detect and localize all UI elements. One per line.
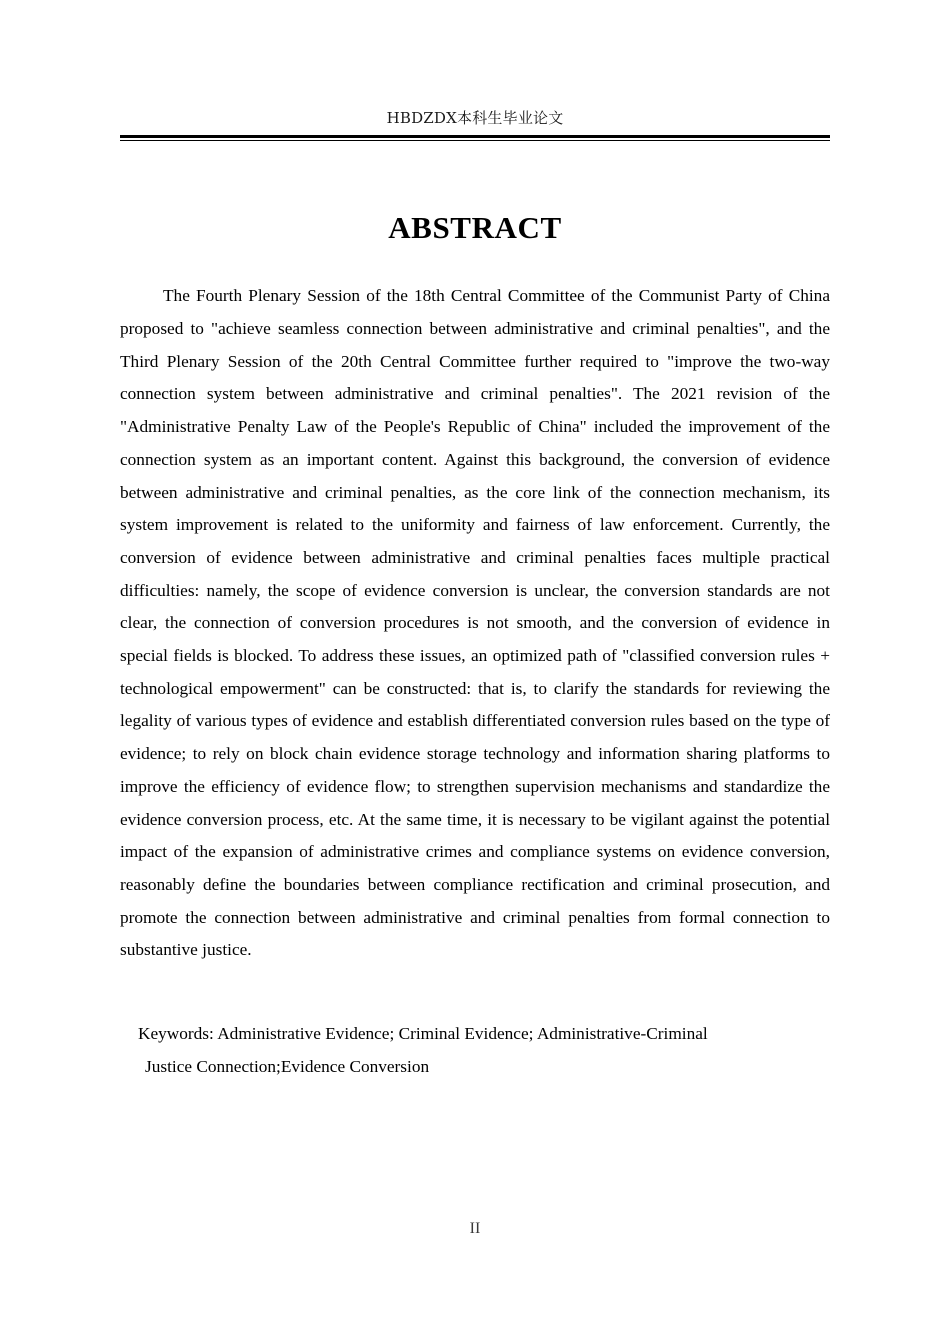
page-title: ABSTRACT <box>388 209 562 245</box>
page-number-footer: II <box>469 1220 481 1237</box>
abstract-paragraph: The Fourth Plenary Session of the 18th Central Committee of the Communist Party of China proposed to "achieve seamless connection between administrative and criminal penalties", and the Third Plenary Session of the 20th Central Committee further required to "improve the two-way connection system between administrative and criminal penalties". The 2021 revision of the "Administrative Penalty Law of the People's Republic of China" included the improvement of the connection system as an important content. Against this background, the conversion of evidence between administrative and criminal penalties, as the core link of the connection mechanism, its system improvement is related to the uniformity and fairness of law enforcement. Currently, the conversion of evidence between administrative and criminal penalties faces multiple practical difficulties: namely, the scope of evidence conversion is unclear, the conversion standards are not clear, the connection of conversion procedures is not smooth, and the conversion of evidence in special fields is blocked. To address these issues, an optimized path of "classified conversion rules + technological empowerment" can be constructed: that is, to clarify the standards for reviewing the legality of various types of evidence and establish differentiated conversion rules based on the type of evidence; to rely on block chain evidence storage technology and information sharing platforms to improve the efficiency of evidence flow; to strengthen supervision mechanisms and standardize the evidence conversion process, etc. At the same time, it is necessary to be vigilant against the potential impact of the expansion of administrative crimes and compliance systems on evidence conversion, reasonably define the boundaries between compliance rectification and criminal prosecution, and promote the connection between administrative and criminal penalties from formal connection to substantive justice. <box>120 286 830 960</box>
running-header-title: HBDZDX本科生毕业论文 <box>386 109 564 127</box>
header-divider-rule <box>120 135 830 141</box>
keywords-line-first: Keywords: Administrative Evidence; Criminal Evidence; Administrative-Criminal <box>138 1024 708 1043</box>
header-rule-thin <box>120 140 830 141</box>
page-header <box>120 108 830 141</box>
keywords-section <box>120 1018 830 1083</box>
keywords-line-second: Justice Connection;Evidence Conversion <box>145 1056 430 1076</box>
